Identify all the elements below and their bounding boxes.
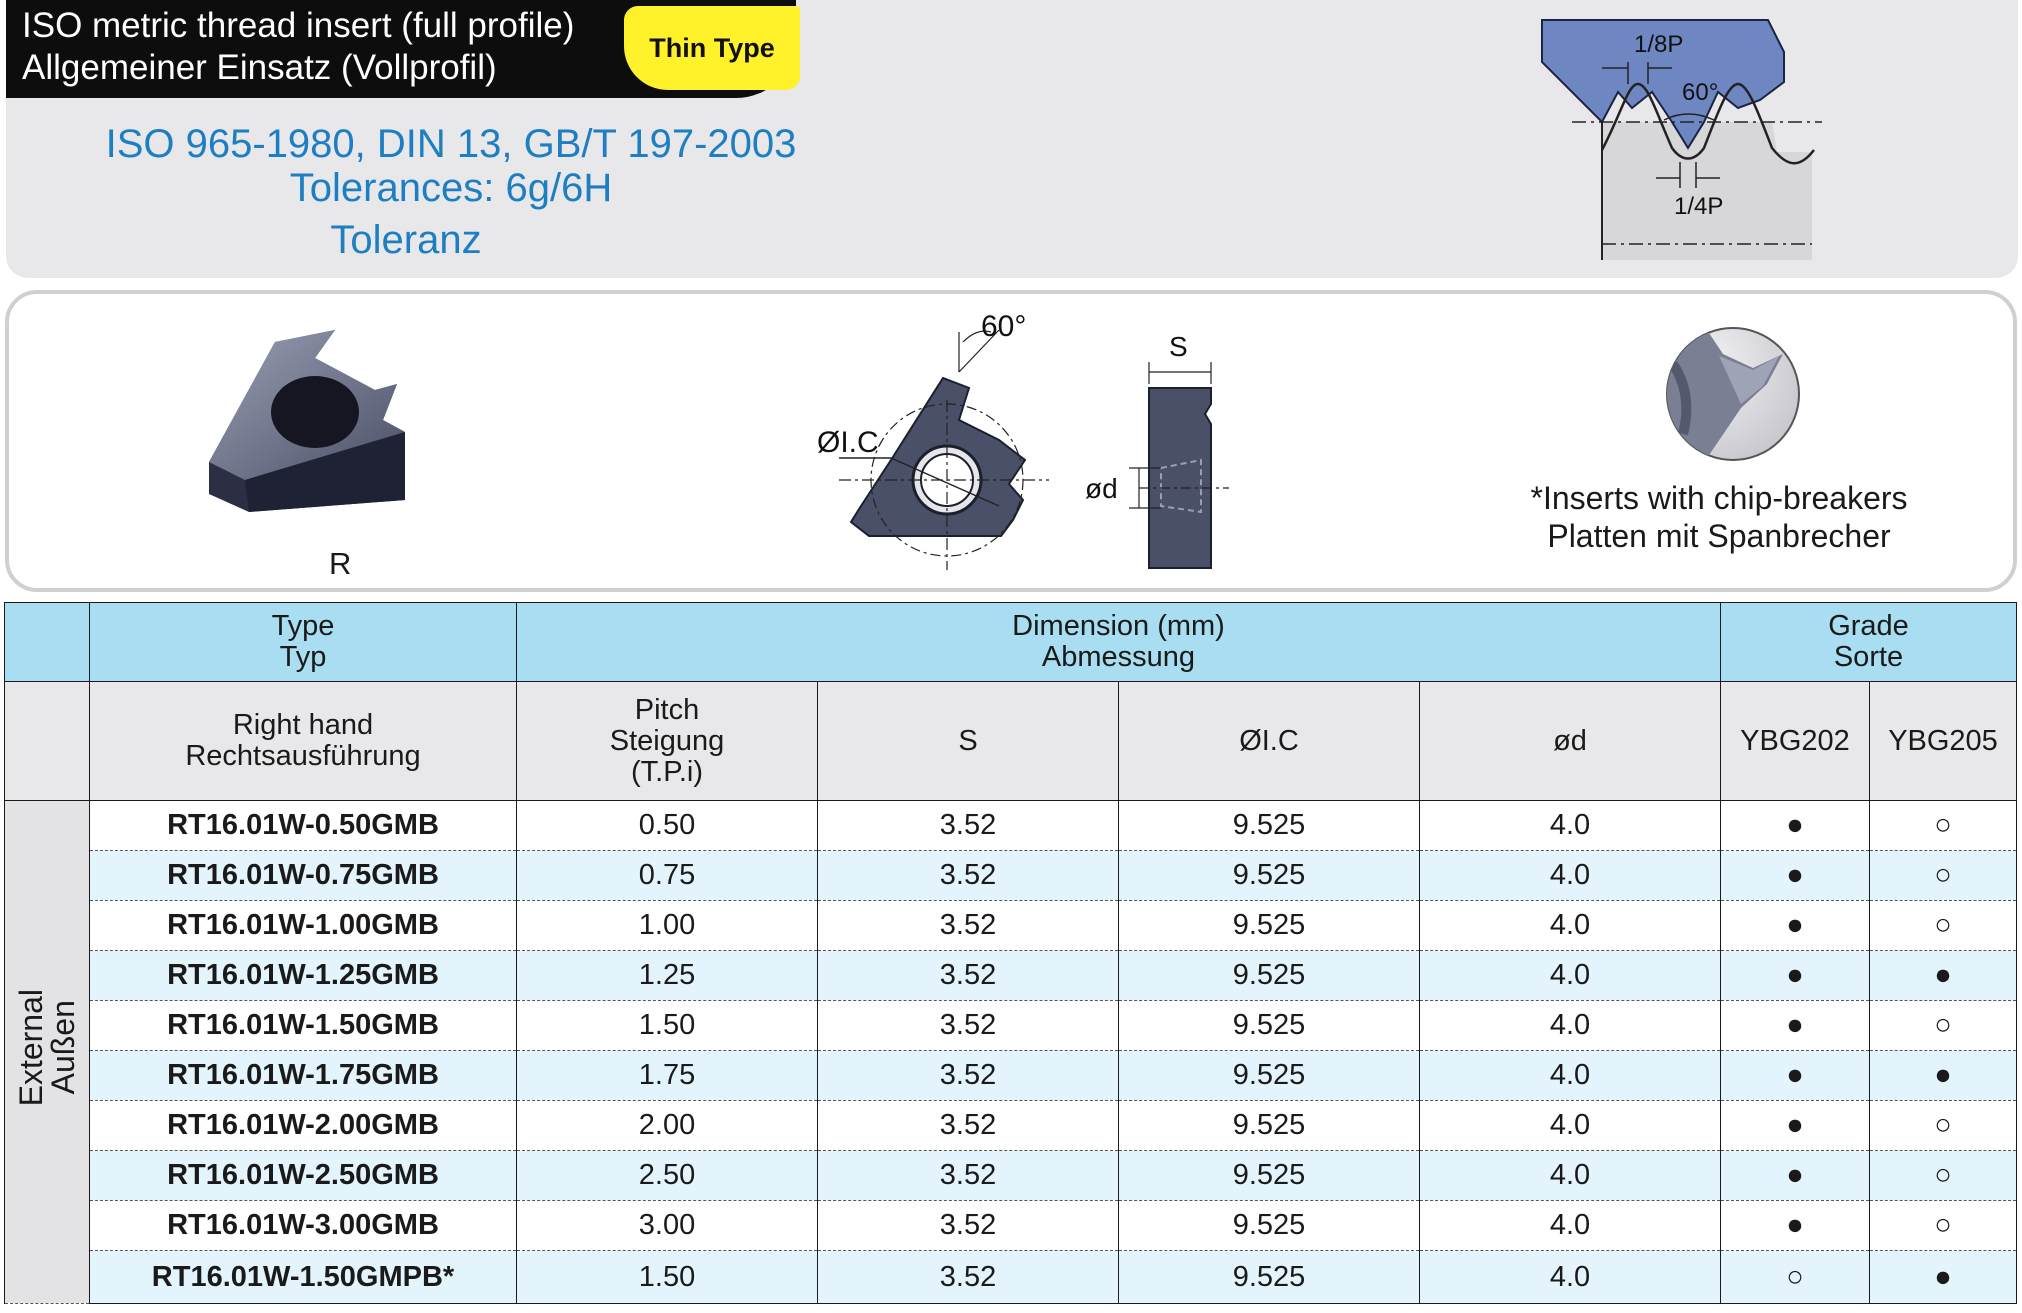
pitch-column-label: Pitch Steigung (T.P.i): [609, 693, 725, 788]
pitch-cell: 2.00: [517, 1101, 818, 1151]
pitch-cell: 3.00: [517, 1201, 818, 1251]
thread-profile-diagram: [1532, 12, 1822, 264]
dimension-header-label: Dimension (mm) Abmessung: [1012, 610, 1225, 673]
type-code-cell: RT16.01W-3.00GMB: [90, 1201, 517, 1251]
header-panel: [6, 0, 2018, 278]
table-row: [5, 801, 2017, 851]
d-label: ød: [1085, 473, 1118, 504]
s-cell: 3.52: [818, 1051, 1119, 1101]
d-cell: 4.0: [1420, 1101, 1721, 1151]
grade1-cell: ○: [1721, 1251, 1870, 1304]
ic-cell: 9.525: [1119, 1201, 1420, 1251]
pitch-cell: 1.50: [517, 1251, 818, 1304]
hand-column-label: Right hand Rechtsausführung: [185, 709, 421, 772]
type-code-cell: RT16.01W-1.50GMB: [90, 1001, 517, 1051]
ic-cell: 9.525: [1119, 1151, 1420, 1201]
grade2-cell: ○: [1870, 1151, 2017, 1201]
ic-cell: 9.525: [1119, 1051, 1420, 1101]
grade1-cell: ●: [1721, 851, 1870, 901]
d-cell: 4.0: [1420, 1201, 1721, 1251]
d-cell: 4.0: [1420, 1051, 1721, 1101]
grade1-cell: ●: [1721, 1101, 1870, 1151]
type-header-label: Type Typ: [271, 610, 335, 673]
grade2-cell: ●: [1870, 951, 2017, 1001]
ic-cell: 9.525: [1119, 801, 1420, 851]
table-row: [5, 901, 2017, 951]
table-row: [5, 1001, 2017, 1051]
grade2-column-header: YBG205: [1870, 682, 2017, 801]
s-cell: 3.52: [818, 1251, 1119, 1304]
ic-cell: 9.525: [1119, 1251, 1420, 1304]
d-cell: 4.0: [1420, 1001, 1721, 1051]
type-code-cell: RT16.01W-1.00GMB: [90, 901, 517, 951]
tolerance-german: Toleranz: [330, 218, 482, 262]
pitch-cell: 0.75: [517, 851, 818, 901]
external-side-label: External Außen: [13, 989, 81, 1107]
insert-technical-drawing: [799, 300, 1259, 590]
s-cell: 3.52: [818, 1001, 1119, 1051]
s-cell: 3.52: [818, 851, 1119, 901]
ic-label: ØI.C: [817, 426, 879, 459]
grade2-cell: ○: [1870, 1201, 2017, 1251]
table-row: [5, 1251, 2017, 1304]
hand-label: R: [329, 546, 352, 581]
angle-label: 60°: [981, 310, 1027, 343]
type-code-cell: RT16.01W-1.75GMB: [90, 1051, 517, 1101]
ic-cell: 9.525: [1119, 1101, 1420, 1151]
type-code-cell: RT16.01W-0.75GMB: [90, 851, 517, 901]
s-cell: 3.52: [818, 1101, 1119, 1151]
chipbreaker-detail-icon: [1663, 324, 1803, 464]
table-row: [5, 951, 2017, 1001]
grade2-cell: ●: [1870, 1251, 2017, 1304]
pitch-cell: 1.00: [517, 901, 818, 951]
d-cell: 4.0: [1420, 951, 1721, 1001]
header-corner-2: [5, 682, 90, 801]
s-cell: 3.52: [818, 1201, 1119, 1251]
s-label: S: [1169, 331, 1188, 362]
diagram-label-angle: 60°: [1682, 79, 1719, 106]
grade1-column-header: YBG202: [1721, 682, 1870, 801]
grade2-cell: ○: [1870, 1001, 2017, 1051]
dimension-header: [517, 603, 1721, 682]
pitch-cell: 0.50: [517, 801, 818, 851]
grade1-cell: ●: [1721, 1001, 1870, 1051]
d-cell: 4.0: [1420, 1251, 1721, 1304]
grade2-cell: ○: [1870, 901, 2017, 951]
diagram-label-pitch-top: 1/8P: [1634, 31, 1684, 58]
type-code-cell: RT16.01W-2.00GMB: [90, 1101, 517, 1151]
grade-header-label: Grade Sorte: [1828, 610, 1909, 673]
pitch-cell: 2.50: [517, 1151, 818, 1201]
grade-header: [1721, 603, 2017, 682]
pitch-cell: 1.25: [517, 951, 818, 1001]
d-cell: 4.0: [1420, 1151, 1721, 1201]
d-cell: 4.0: [1420, 901, 1721, 951]
header-corner: [5, 603, 90, 682]
ic-cell: 9.525: [1119, 1001, 1420, 1051]
insert-photo: [205, 312, 465, 542]
s-cell: 3.52: [818, 951, 1119, 1001]
type-code-cell: RT16.01W-0.50GMB: [90, 801, 517, 851]
grade1-cell: ●: [1721, 951, 1870, 1001]
ic-cell: 9.525: [1119, 851, 1420, 901]
d-cell: 4.0: [1420, 851, 1721, 901]
diagram-label-pitch-bottom: 1/4P: [1674, 193, 1724, 220]
table-group-header-row: [5, 603, 2017, 682]
table-row: [5, 1151, 2017, 1201]
pitch-cell: 1.75: [517, 1051, 818, 1101]
grade1-cell: ●: [1721, 801, 1870, 851]
grade2-cell: ○: [1870, 1101, 2017, 1151]
pitch-column-header: [517, 682, 818, 801]
type-code-cell: RT16.01W-1.50GMPB*: [90, 1251, 517, 1304]
table-row: [5, 1201, 2017, 1251]
grade1-cell: ●: [1721, 1051, 1870, 1101]
type-code-cell: RT16.01W-1.25GMB: [90, 951, 517, 1001]
s-cell: 3.52: [818, 901, 1119, 951]
grade1-cell: ●: [1721, 1151, 1870, 1201]
ic-column-header: ØI.C: [1119, 682, 1420, 801]
d-cell: 4.0: [1420, 801, 1721, 851]
standards-line: ISO 965-1980, DIN 13, GB/T 197-2003: [105, 122, 797, 166]
s-column-header: S: [818, 682, 1119, 801]
ic-cell: 9.525: [1119, 951, 1420, 1001]
ic-cell: 9.525: [1119, 901, 1420, 951]
s-cell: 3.52: [818, 801, 1119, 851]
figure-panel: [5, 290, 2017, 592]
table-row: [5, 1051, 2017, 1101]
table-row: [5, 1101, 2017, 1151]
type-code-cell: RT16.01W-2.50GMB: [90, 1151, 517, 1201]
d-column-header: ød: [1420, 682, 1721, 801]
thin-type-badge: Thin Type: [624, 6, 800, 90]
s-cell: 3.52: [818, 1151, 1119, 1201]
pitch-cell: 1.50: [517, 1001, 818, 1051]
table-column-header-row: [5, 682, 2017, 801]
chipbreaker-note-german: Platten mit Spanbrecher: [1547, 518, 1891, 554]
type-header: [90, 603, 517, 682]
title-german: Allgemeiner Einsatz (Vollprofil): [22, 48, 497, 87]
grade1-cell: ●: [1721, 1201, 1870, 1251]
grade1-cell: ●: [1721, 901, 1870, 951]
grade2-cell: ○: [1870, 801, 2017, 851]
title-english: ISO metric thread insert (full profile): [22, 6, 575, 45]
external-side-label-cell: [5, 801, 90, 1304]
grade2-cell: ●: [1870, 1051, 2017, 1101]
chipbreaker-note-english: *Inserts with chip-breakers: [1530, 480, 1908, 516]
tolerances-line: Tolerances: 6g/6H: [289, 166, 613, 210]
grade2-cell: ○: [1870, 851, 2017, 901]
table-body: [5, 801, 2017, 1304]
hand-column-header: [90, 682, 517, 801]
specification-table: [4, 602, 2017, 1304]
table-row: [5, 851, 2017, 901]
